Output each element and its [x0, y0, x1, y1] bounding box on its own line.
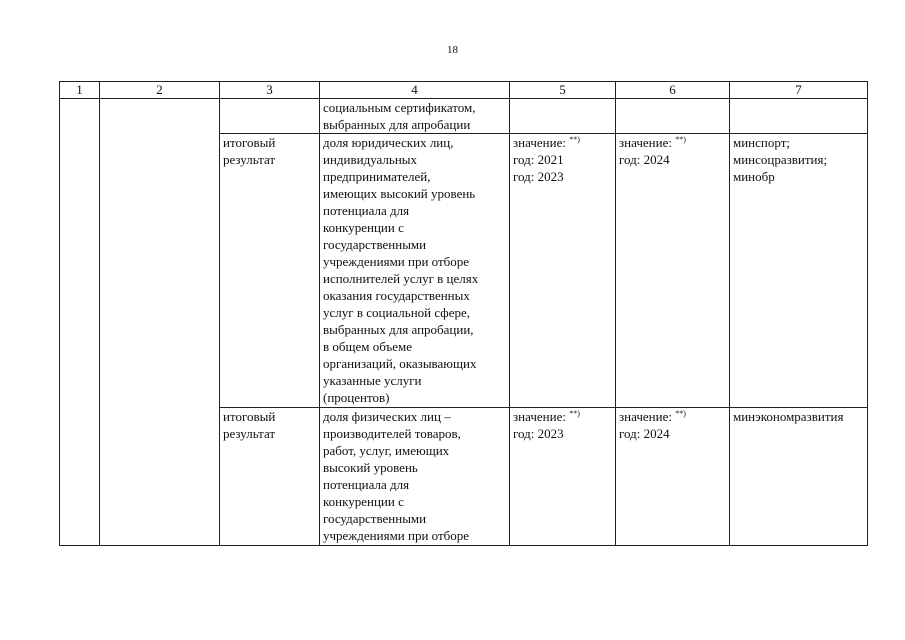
text-line: год: 2023	[513, 169, 564, 184]
text-line: организаций, оказывающих	[323, 356, 477, 371]
footnote-mark: **)	[569, 409, 580, 418]
cell-indicator-description	[320, 134, 510, 408]
value-label: значение: **)	[619, 135, 686, 150]
text-line: социальным сертификатом,	[323, 100, 476, 115]
text-line: в общем объеме	[323, 339, 413, 354]
text-line: государственными	[323, 511, 427, 526]
header-col-6: 6	[616, 82, 730, 99]
footnote-mark: **)	[675, 409, 686, 418]
text-line: минспорт;	[733, 135, 790, 150]
header-col-2: 2	[100, 82, 220, 99]
cell-continuation-col-3	[220, 99, 320, 134]
text-line: услуг в социальной сфере,	[323, 305, 471, 320]
cell-target-value	[616, 408, 730, 546]
header-col-5: 5	[510, 82, 616, 99]
text-line: минсоцразвития;	[733, 152, 828, 167]
text-line: указанные услуги	[323, 373, 422, 388]
cell-result-type	[220, 134, 320, 408]
text-line: год: 2024	[619, 152, 670, 167]
value-label: значение: **)	[619, 409, 686, 424]
text-line: работ, услуг, имеющих	[323, 443, 450, 458]
cell-result-type	[220, 408, 320, 546]
text-line: имеющих высокий уровень	[323, 186, 476, 201]
text-line: конкуренции с	[323, 220, 404, 235]
footnote-mark: **)	[675, 135, 686, 144]
header-col-1: 1	[60, 82, 100, 99]
text-line: учреждениями при отборе	[323, 254, 470, 269]
text-line: выбранных для апробации	[323, 117, 471, 132]
text-line: итоговый	[223, 409, 276, 424]
text-line: минобр	[733, 169, 775, 184]
text-line: (процентов)	[323, 390, 390, 405]
text-line: доля юридических лиц,	[323, 135, 454, 150]
text-line: государственными	[323, 237, 427, 252]
table-row-continuation	[60, 99, 868, 134]
text-line: учреждениями при отборе	[323, 528, 470, 543]
text-line: оказания государственных	[323, 288, 470, 303]
cell-col-1-merged	[60, 99, 100, 546]
text-line: исполнителей услуг в целях	[323, 271, 479, 286]
cell-continuation-col-6	[616, 99, 730, 134]
text-line: индивидуальных	[323, 152, 418, 167]
text-line: год: 2024	[619, 426, 670, 441]
cell-responsible	[730, 134, 868, 408]
text-line: доля физических лиц –	[323, 409, 451, 424]
text-line: производителей товаров,	[323, 426, 461, 441]
cell-base-value	[510, 134, 616, 408]
page-number: 18	[447, 44, 458, 56]
text-line: результат	[223, 152, 276, 167]
text-line: год: 2021	[513, 152, 564, 167]
value-label: значение: **)	[513, 135, 580, 150]
header-col-3: 3	[220, 82, 320, 99]
header-col-7: 7	[730, 82, 868, 99]
text-line: конкуренции с	[323, 494, 404, 509]
footnote-mark: **)	[569, 135, 580, 144]
header-col-4: 4	[320, 82, 510, 99]
cell-indicator-description	[320, 408, 510, 546]
cell-target-value	[616, 134, 730, 408]
text-line: потенциала для	[323, 477, 410, 492]
text-line: высокий уровень	[323, 460, 418, 475]
data-table	[59, 81, 868, 546]
cell-responsible	[730, 408, 868, 546]
table-header-row	[60, 82, 868, 99]
cell-col-2-merged	[100, 99, 220, 546]
cell-continuation-col-7	[730, 99, 868, 134]
cell-base-value	[510, 408, 616, 546]
text-line: потенциала для	[323, 203, 410, 218]
text-line: предпринимателей,	[323, 169, 431, 184]
cell-continuation-col-4	[320, 99, 510, 134]
value-label: значение: **)	[513, 409, 580, 424]
text-line: итоговый	[223, 135, 276, 150]
text-line: результат	[223, 426, 276, 441]
text-line: минэкономразвития	[733, 409, 844, 424]
text-line: выбранных для апробации,	[323, 322, 474, 337]
text-line: год: 2023	[513, 426, 564, 441]
cell-continuation-col-5	[510, 99, 616, 134]
